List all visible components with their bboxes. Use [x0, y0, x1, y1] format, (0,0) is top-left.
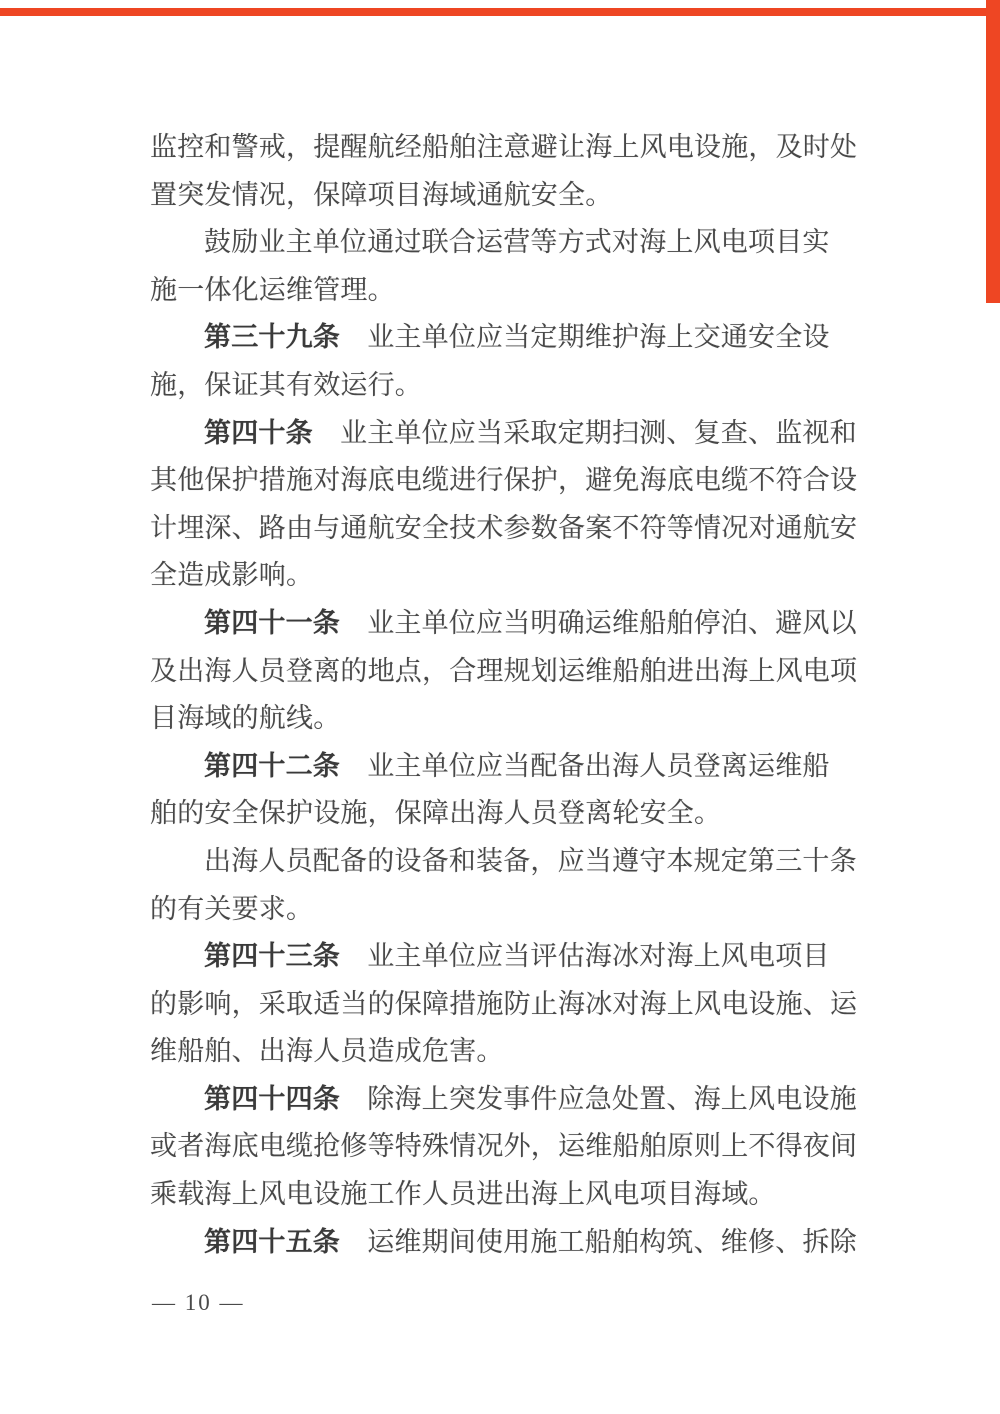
- article-number-label: 第四十五条: [204, 1226, 340, 1257]
- line-text: 业主单位应当定期维护海上交通安全设: [340, 322, 830, 353]
- text-line: [150, 172, 862, 220]
- scan-edge-band-right: [986, 0, 1000, 303]
- text-line: [150, 695, 862, 743]
- page-number: — 10 —: [152, 1290, 245, 1315]
- text-line: [150, 124, 862, 172]
- text-line: [150, 410, 862, 458]
- line-text: 出海人员配备的设备和装备，应当遵守本规定第三十条: [204, 845, 857, 876]
- line-text: 施，保证其有效运行。: [150, 369, 422, 400]
- article-number-label: 第四十四条: [204, 1083, 340, 1114]
- text-line: [150, 886, 862, 934]
- line-text: 乘载海上风电设施工作人员进出海上风电项目海域。: [150, 1179, 776, 1210]
- text-line: [150, 362, 862, 410]
- line-text: 全造成影响。: [150, 560, 314, 591]
- line-text: 舶的安全保护设施，保障出海人员登离轮安全。: [150, 798, 722, 829]
- line-text: 或者海底电缆抢修等特殊情况外，运维船舶原则上不得夜间: [150, 1131, 858, 1162]
- text-line: [150, 219, 862, 267]
- text-line: [150, 457, 862, 505]
- line-text: 施一体化运维管理。: [150, 274, 395, 305]
- line-text: 维船舶、出海人员造成危害。: [150, 1036, 504, 1067]
- scan-edge-band-top: [0, 8, 1000, 16]
- text-line: [150, 933, 862, 981]
- text-line: [150, 648, 862, 696]
- text-line: [150, 267, 862, 315]
- text-line: [150, 1171, 862, 1219]
- line-text: 计埋深、路由与通航安全技术参数备案不符等情况对通航安: [150, 512, 858, 543]
- line-text: 的有关要求。: [150, 893, 314, 924]
- line-text: 业主单位应当配备出海人员登离运维船: [340, 750, 830, 781]
- line-text: 运维期间使用施工船舶构筑、维修、拆除: [340, 1226, 857, 1257]
- text-line: [150, 1028, 862, 1076]
- text-line: [150, 552, 862, 600]
- article-number-label: 第四十二条: [204, 750, 340, 781]
- line-text: 的影响，采取适当的保障措施防止海冰对海上风电设施、运: [150, 988, 858, 1019]
- line-text: 业主单位应当评估海冰对海上风电项目: [340, 941, 830, 972]
- text-line: [150, 1076, 862, 1124]
- text-line: [150, 790, 862, 838]
- text-line: [150, 838, 862, 886]
- line-text: 业主单位应当明确运维船舶停泊、避风以: [340, 607, 857, 638]
- line-text: 其他保护措施对海底电缆进行保护，避免海底电缆不符合设: [150, 465, 858, 496]
- line-text: 及出海人员登离的地点，合理规划运维船舶进出海上风电项: [150, 655, 858, 686]
- line-text: 目海域的航线。: [150, 703, 341, 734]
- text-line: [150, 1123, 862, 1171]
- article-number-label: 第四十三条: [204, 941, 340, 972]
- article-number-label: 第四十条: [204, 417, 313, 448]
- text-line: [150, 314, 862, 362]
- line-text: 除海上突发事件应急处置、海上风电设施: [340, 1083, 857, 1114]
- line-text: 置突发情况，保障项目海域通航安全。: [150, 179, 613, 210]
- line-text: 业主单位应当采取定期扫测、复查、监视和: [312, 417, 857, 448]
- line-text: 鼓励业主单位通过联合运营等方式对海上风电项目实: [204, 227, 830, 258]
- text-line: [150, 743, 862, 791]
- text-line: [150, 505, 862, 553]
- article-number-label: 第四十一条: [204, 607, 340, 638]
- text-line: [150, 981, 862, 1029]
- text-line: [150, 1219, 862, 1267]
- text-line: [150, 600, 862, 648]
- document-body: [150, 124, 862, 1266]
- article-number-label: 第三十九条: [204, 322, 340, 353]
- line-text: 监控和警戒，提醒航经船舶注意避让海上风电设施，及时处: [150, 132, 858, 162]
